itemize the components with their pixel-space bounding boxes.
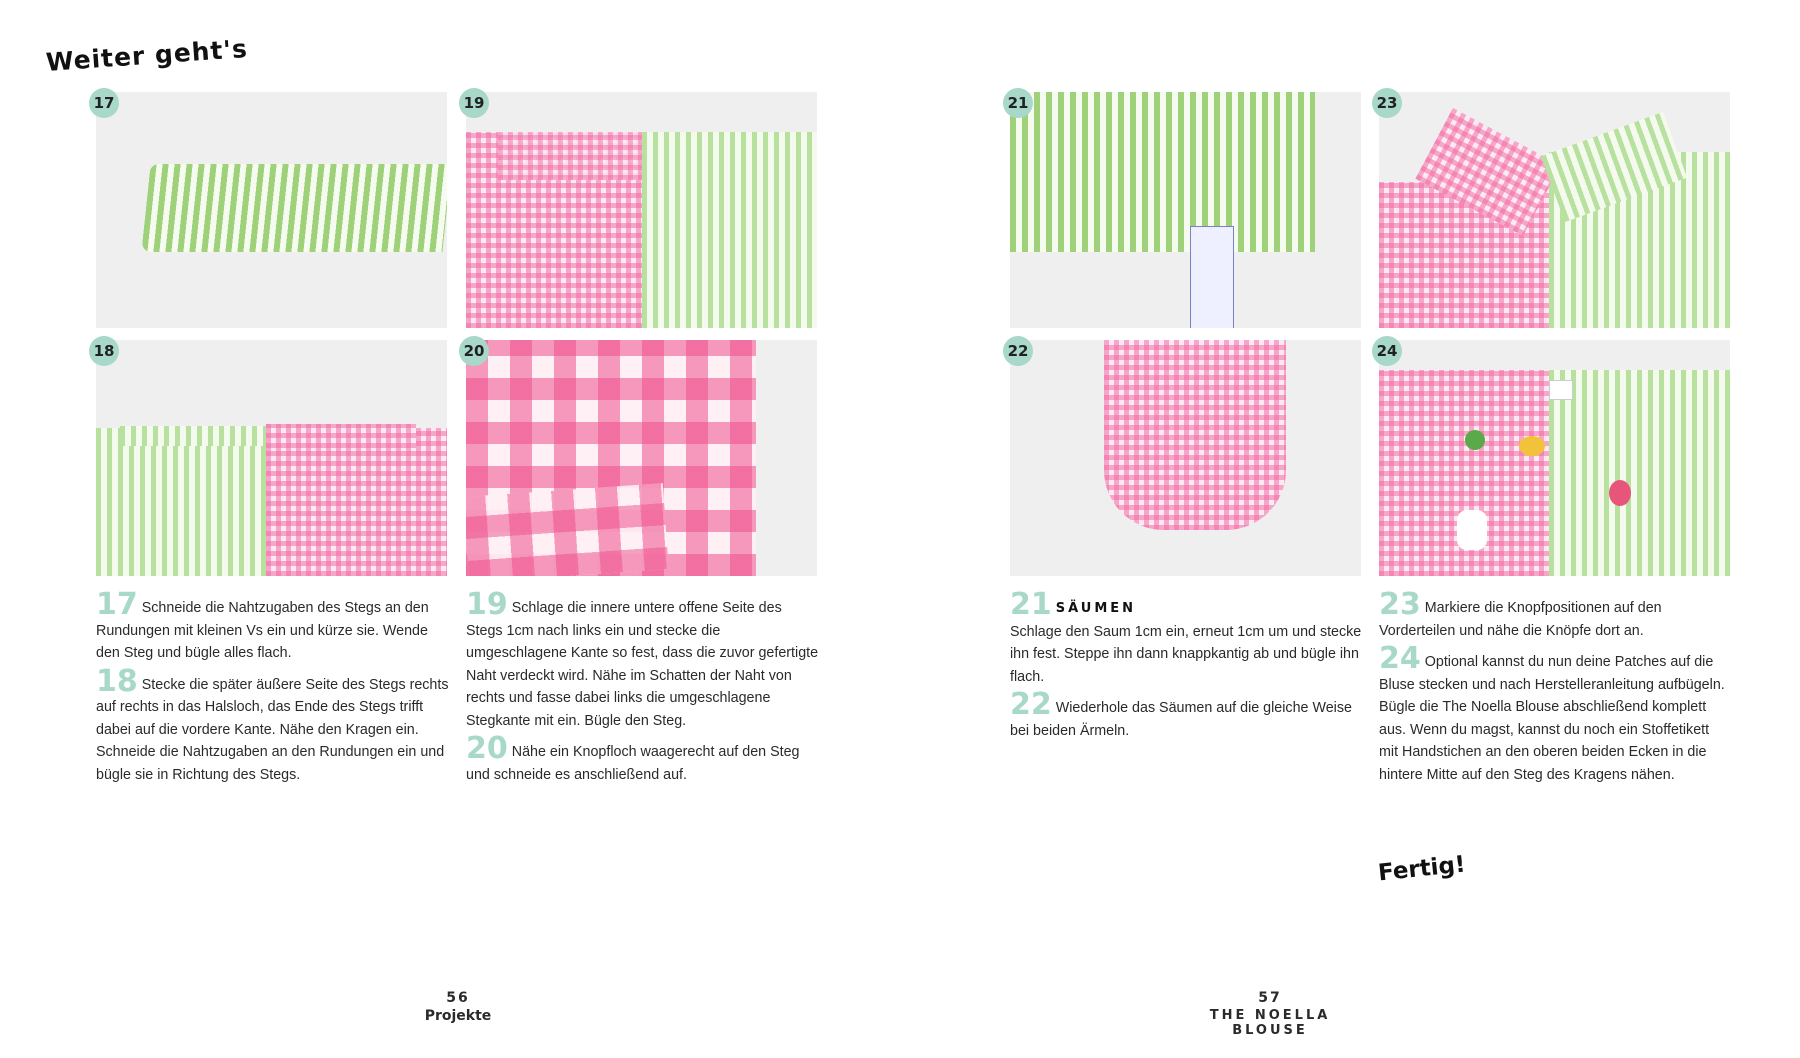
step-23-badge: 23 <box>1372 88 1402 118</box>
step-20-photo <box>466 340 817 576</box>
step-22-photo <box>1010 340 1361 576</box>
step-22-number: 22 <box>1010 687 1052 722</box>
step-18-text-block <box>96 663 451 787</box>
step-22-badge: 22 <box>1003 336 1033 366</box>
text-column-1 <box>96 587 451 792</box>
right-page <box>900 0 1800 1058</box>
llama-patch <box>1457 510 1487 550</box>
step-23-number: 23 <box>1379 587 1421 622</box>
page-number: 56 <box>446 990 470 1006</box>
palm-patch <box>1465 430 1485 450</box>
step-19-number: 19 <box>466 587 508 622</box>
step-24-text-block <box>1379 641 1731 786</box>
left-footer <box>358 990 558 1024</box>
text-column-2 <box>466 587 821 792</box>
step-20-text-block <box>466 731 821 786</box>
step-21-heading: SÄUMEN <box>1055 601 1137 616</box>
step-24-number: 24 <box>1379 641 1421 676</box>
step-22-text-block <box>1010 687 1362 742</box>
step-18-badge: 18 <box>89 336 119 366</box>
text-column-4 <box>1379 587 1731 792</box>
step-19-badge: 19 <box>459 88 489 118</box>
bee-patch <box>1519 436 1545 456</box>
step-21-badge: 21 <box>1003 88 1033 118</box>
section-title: Weiter geht's <box>44 33 249 77</box>
step-19-text-block <box>466 587 821 732</box>
step-24-text: Optional kannst du nun deine Patches auf die Bluse stecken und nach Herstelleranleitung aufbügeln. Bügle die The Noella Blouse abschließend komplett aus. Wenn du magst, kannst du noch ein Stoffetikett mit Handstichen an den oberen beiden Ecken in die hintere Mitte auf den Steg des Kragens nähen. <box>1379 654 1725 783</box>
step-18-photo <box>96 340 447 576</box>
step-17-text-block <box>96 587 451 665</box>
step-20-text: Nähe ein Knopfloch waagerecht auf den Steg und schneide es anschließend auf. <box>466 744 800 783</box>
fabric-label <box>1549 380 1573 400</box>
step-17-text: Schneide die Nahtzugaben des Stegs an den Rundungen mit kleinen Vs ein und kürze sie. Wende den Steg und bügle alles flach. <box>96 600 429 661</box>
step-21-text: Schlage den Saum 1cm ein, erneut 1cm um und stecke ihn fest. Steppe ihn dann knappkantig ab und bügle ihn flach. <box>1010 623 1362 685</box>
step-17-photo <box>96 92 447 328</box>
footer-label: Projekte <box>424 1008 492 1024</box>
step-19-text: Schlage die innere untere offene Seite des Stegs 1cm nach links ein und stecke die umgeschlagene Kante so fest, dass die zuvor gefertigte Naht verdeckt wird. Nähe im Schatten der Naht von rechts und fasse dabei links die umgeschlagene Stegkante mit ein. Bügle den Steg. <box>466 600 819 729</box>
step-23-photo <box>1379 92 1730 328</box>
step-17-number: 17 <box>96 587 138 622</box>
footer-label: THE NOELLA BLOUSE <box>1209 1008 1331 1038</box>
step-23-text-block <box>1379 587 1731 642</box>
step-18-number: 18 <box>96 663 138 699</box>
step-24-badge: 24 <box>1372 336 1402 366</box>
step-20-badge: 20 <box>459 336 489 366</box>
text-column-3 <box>1010 587 1362 748</box>
closing-text: Fertig! <box>1376 851 1467 887</box>
step-21-photo <box>1010 92 1361 328</box>
step-20-number: 20 <box>466 731 508 766</box>
step-22-text: Wiederhole das Säumen auf die gleiche Weise bei beiden Ärmeln. <box>1010 700 1352 739</box>
page-number: 57 <box>1258 990 1282 1006</box>
step-17-badge: 17 <box>89 88 119 118</box>
step-19-photo <box>466 92 817 328</box>
step-23-text: Markiere die Knopfpositionen auf den Vorderteilen und nähe die Knöpfe dort an. <box>1379 600 1662 639</box>
step-18-text: Stecke die später äußere Seite des Stegs rechts auf rechts in das Halsloch, das Ende des Stegs trifft dabei auf die vordere Kante. Nähe den Kragen ein. Schneide die Nahtzugaben an den Rundungen ein und bügle sie in Richtung des Stegs. <box>96 676 449 783</box>
right-footer <box>1170 990 1370 1038</box>
step-21-text-block <box>1010 587 1362 688</box>
step-24-photo <box>1379 340 1730 576</box>
strawberry-patch <box>1609 480 1631 506</box>
step-21-number: 21 <box>1010 587 1052 622</box>
sewing-gauge <box>1190 226 1234 328</box>
